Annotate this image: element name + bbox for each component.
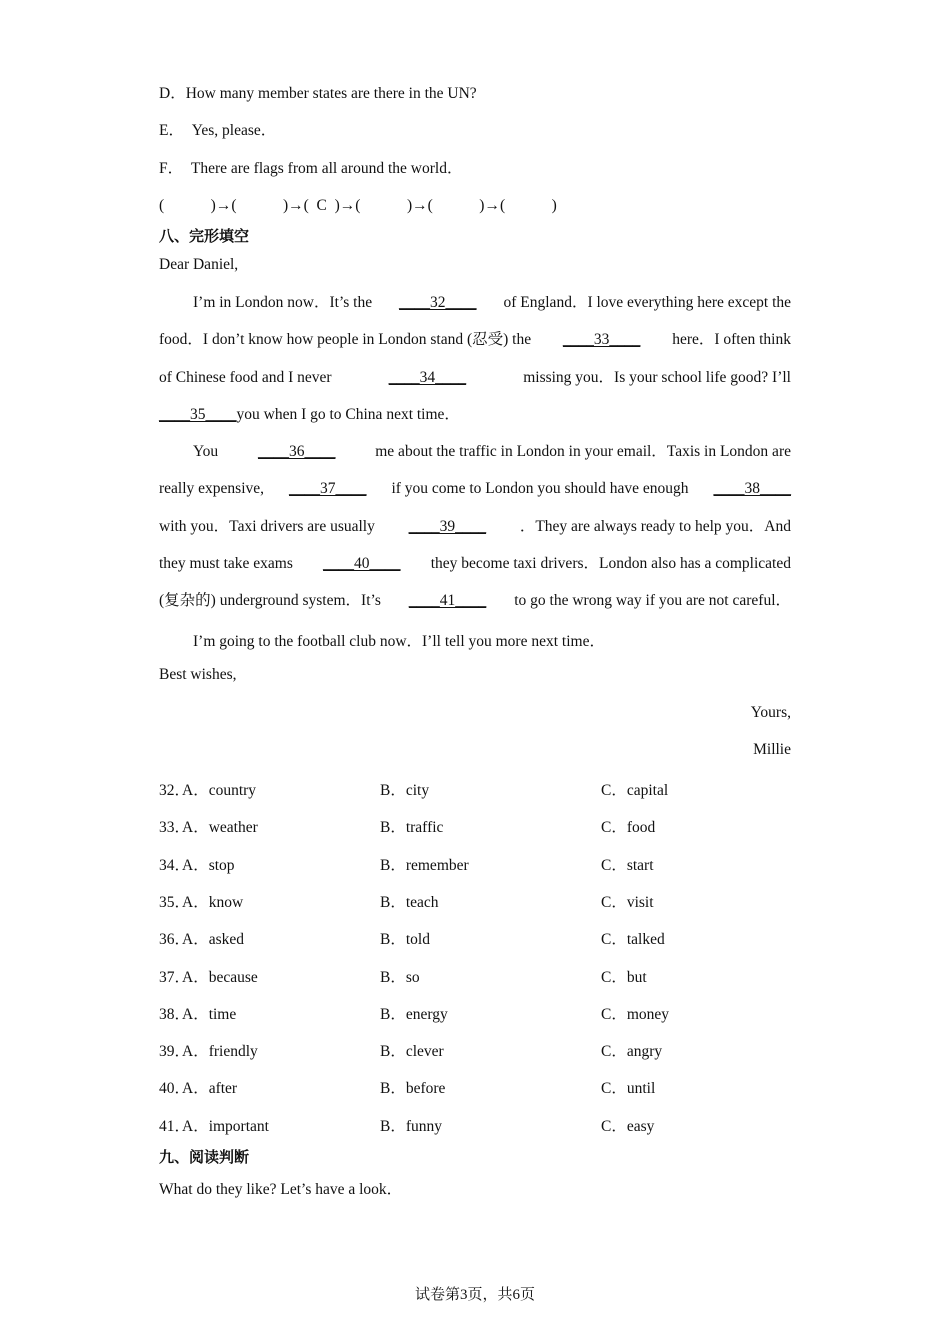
letter-closing: Best wishes, [159, 666, 237, 683]
question-number: 41． [159, 1117, 191, 1135]
option-a: A．friendly [182, 1043, 258, 1061]
question-number: 36． [159, 931, 191, 949]
blank-32: ____32____ [399, 294, 477, 311]
option-c: C．but [601, 968, 647, 986]
question-row [159, 815, 799, 841]
question-row [159, 1076, 799, 1102]
option-f: F． There are flags from all around the world． [159, 160, 463, 177]
option-c: C．capital [601, 782, 669, 799]
blank-34: ____34____ [388, 368, 467, 386]
option-b: B．funny [380, 1117, 443, 1135]
question-number: 37． [159, 968, 191, 986]
blank-33: ____33____ [562, 331, 641, 349]
letter-yours: Yours, [750, 704, 791, 721]
question-row [159, 853, 799, 879]
question-number: 34． [159, 856, 191, 874]
option-b: B．energy [380, 1005, 448, 1023]
option-c: C．talked [601, 931, 665, 949]
option-e: E． Yes, please． [159, 122, 277, 139]
letter-paragraph-1: I’m in London now．It’s the ____32____ of England．I love everything here except the food．I don’t know how people in London stand (忍受) the ____33____ here．I often think of Chinese food and I never ____34____ missing you．Is your school life good? I’ll ____35____ you when I go to China next time． [159, 290, 791, 439]
option-c: C．food [601, 819, 656, 837]
section-9-title: 九、阅读判断 [159, 1148, 250, 1166]
question-row [159, 778, 799, 804]
option-c: C．until [601, 1080, 656, 1098]
blank-41: ____41____ [408, 592, 487, 610]
option-a: A．country [182, 782, 257, 799]
blank-35: ____35____ [159, 405, 237, 423]
letter-signature: Millie [753, 741, 791, 758]
option-c: C．angry [601, 1043, 663, 1061]
option-b: B．before [380, 1080, 446, 1098]
option-b: B．clever [380, 1043, 444, 1061]
question-number: 33． [159, 819, 191, 837]
page-footer: 试卷第3页，共6页 [414, 1287, 535, 1303]
option-c: C．easy [601, 1117, 655, 1135]
option-a: A．know [182, 893, 244, 911]
option-a: A．important [182, 1117, 269, 1135]
letter-paragraph-3: I’m going to the football club now．I’ll tell you more next time． [193, 633, 605, 650]
option-b: B．city [380, 782, 430, 799]
option-b: B．remember [380, 856, 469, 874]
option-b: B．teach [380, 893, 439, 911]
question-row [159, 1114, 799, 1140]
question-row [159, 1002, 799, 1028]
question-row [159, 890, 799, 916]
option-a: A．after [182, 1080, 238, 1098]
section-9-intro: What do they like? Let’s have a look． [159, 1181, 403, 1198]
ordering-sequence: ( )→( )→( C )→( )→( )→( ) [159, 197, 557, 214]
question-row [159, 965, 799, 991]
option-b: B．traffic [380, 819, 444, 837]
question-number: 38． [159, 1005, 191, 1023]
question-number: 40． [159, 1080, 191, 1098]
option-a: A．weather [182, 819, 258, 837]
blank-40: ____40____ [323, 554, 401, 572]
question-number: 32． [159, 782, 191, 799]
option-a: A．because [182, 968, 258, 986]
section-8-title: 八、完形填空 [159, 227, 250, 245]
blank-39: ____39____ [408, 517, 487, 535]
blank-36: ____36____ [257, 443, 336, 460]
option-d: D．How many member states are there in the UN? [159, 85, 477, 102]
letter-paragraph-2: You ____36____ me about the traffic in London in your email．Taxis in London are really expensive, ____37____ if you come to London you should have enough ____38____ with you．Taxi drivers are usually ____39____ ．They are always ready to help you．And they must take exams ____40____ they become taxi drivers．London also has a complicated (复杂的) underground system．It’s ____41____ to go the wrong way if you are not careful． [159, 439, 791, 625]
letter-greeting: Dear Daniel, [159, 256, 239, 273]
option-c: C．start [601, 856, 654, 874]
option-b: B．told [380, 931, 430, 949]
option-a: A．time [182, 1005, 237, 1023]
question-number: 35． [159, 893, 191, 911]
blank-37: ____37____ [288, 480, 367, 498]
option-a: A．stop [182, 856, 235, 874]
question-number: 39． [159, 1043, 191, 1061]
question-row [159, 1039, 799, 1065]
option-a: A．asked [182, 931, 244, 949]
question-row [159, 927, 799, 953]
option-b: B．so [380, 968, 420, 986]
option-c: C．visit [601, 893, 654, 911]
blank-38: ____38____ [713, 480, 791, 498]
option-c: C．money [601, 1005, 670, 1023]
